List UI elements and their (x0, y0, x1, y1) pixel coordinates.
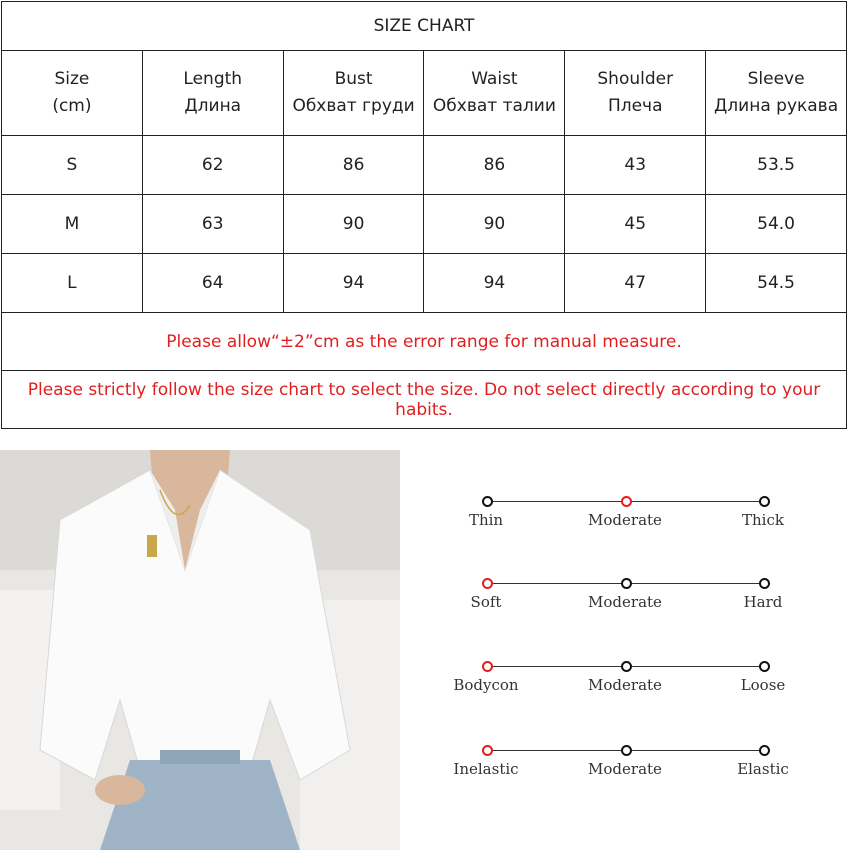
softness-scale (440, 575, 820, 625)
scale-dot (621, 745, 632, 756)
table-cell: 86 (283, 136, 424, 195)
table-cell: 43 (565, 136, 706, 195)
header-waist (424, 51, 565, 136)
header-size (2, 51, 143, 136)
scale-dot-selected (482, 745, 493, 756)
header-label: Обхват груди (292, 96, 415, 116)
header-label: Bust (334, 69, 373, 89)
table-cell: 45 (565, 195, 706, 254)
scale-dot (759, 496, 770, 507)
table-cell: 63 (142, 195, 283, 254)
scale-dot (621, 661, 632, 672)
header-sleeve (706, 51, 847, 136)
header-label: Waist (471, 69, 518, 89)
table-cell: 90 (283, 195, 424, 254)
scale-label: Hard (743, 593, 783, 611)
table-cell: M (2, 195, 143, 254)
size-selection-note: Please strictly follow the size chart to select the size. Do not select directly according to your habits. (2, 371, 847, 429)
scale-dot-selected (482, 578, 493, 589)
thickness-scale (440, 493, 820, 543)
scale-label: Moderate (588, 760, 662, 778)
scale-dot (759, 661, 770, 672)
header-label: Длина (184, 96, 242, 116)
scale-label: Elastic (737, 760, 789, 778)
scale-dot (759, 578, 770, 589)
table-cell: 54.0 (706, 195, 847, 254)
size-chart-title: SIZE CHART (2, 2, 847, 51)
measurement-error-note: Please allow“±2”cm as the error range for manual measure. (2, 313, 847, 371)
header-label: Длина рукава (714, 96, 839, 116)
header-label: Size (54, 69, 90, 89)
product-photo (0, 450, 400, 850)
header-label: Shoulder (597, 69, 674, 89)
header-label: Плеча (607, 96, 663, 116)
table-header-row (2, 51, 847, 136)
table-cell: 64 (142, 254, 283, 313)
header-length (142, 51, 283, 136)
scale-dot (482, 496, 493, 507)
table-row (2, 254, 847, 313)
scale-dot (759, 745, 770, 756)
scale-label: Moderate (588, 593, 662, 611)
table-cell: 47 (565, 254, 706, 313)
scale-label: Moderate (588, 511, 662, 529)
scale-dot-selected (621, 496, 632, 507)
size-chart-table (1, 1, 847, 429)
scale-label: Inelastic (453, 760, 519, 778)
scale-label: Soft (470, 593, 502, 611)
table-cell: 90 (424, 195, 565, 254)
header-shoulder (565, 51, 706, 136)
table-cell: 94 (424, 254, 565, 313)
table-row (2, 195, 847, 254)
table-row (2, 136, 847, 195)
table-cell: 54.5 (706, 254, 847, 313)
table-cell: 53.5 (706, 136, 847, 195)
scale-dot (621, 578, 632, 589)
table-cell: 86 (424, 136, 565, 195)
table-cell: L (2, 254, 143, 313)
header-label: (cm) (52, 96, 92, 116)
elasticity-scale (440, 742, 820, 792)
scale-label: Loose (740, 676, 786, 694)
scale-dot-selected (482, 661, 493, 672)
scale-label: Thick (742, 511, 784, 529)
header-bust (283, 51, 424, 136)
header-label: Sleeve (747, 69, 805, 89)
table-cell: S (2, 136, 143, 195)
table-cell: 62 (142, 136, 283, 195)
fit-scale (440, 658, 820, 708)
header-label: Length (183, 69, 243, 89)
table-cell: 94 (283, 254, 424, 313)
scale-label: Bodycon (453, 676, 519, 694)
scale-label: Thin (468, 511, 504, 529)
header-label: Обхват талии (432, 96, 556, 116)
scale-label: Moderate (588, 676, 662, 694)
